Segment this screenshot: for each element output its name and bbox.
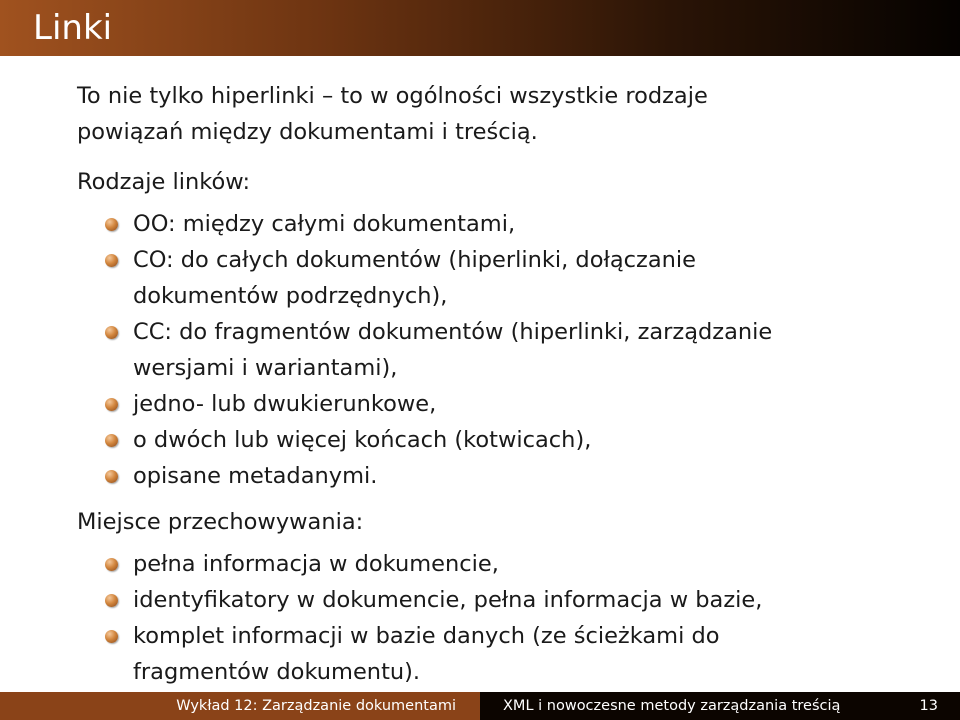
list-item-text: opisane metadanymi. [133, 463, 378, 489]
link-types-heading: Rodzaje linków: [77, 169, 251, 195]
bullet-icon [105, 326, 118, 339]
bullet-icon [105, 630, 118, 643]
footer-right-panel [480, 692, 960, 720]
list-item [77, 386, 937, 422]
list-item [77, 618, 793, 690]
footer-lecture: Wykład 12: Zarządzanie dokumentami [176, 698, 456, 714]
list-item [77, 314, 833, 386]
bullet-icon [105, 470, 118, 483]
footer-left-panel [0, 692, 480, 720]
intro-text: To nie tylko hiperlinki – to w ogólności wszystkie rodzaje powiązań między dokumentami i treścią. [77, 83, 708, 145]
list-item [77, 206, 937, 242]
footer-course: XML i nowoczesne metody zarządzania treścią [503, 698, 841, 714]
storage-list [77, 546, 937, 690]
list-item [77, 242, 773, 314]
link-types-list [77, 206, 937, 494]
list-item-text: pełna informacja w dokumencie, [133, 551, 499, 577]
slide-content [77, 78, 937, 690]
list-item-text: OO: między całymi dokumentami, [133, 211, 516, 237]
list-item-text: CC: do fragmentów dokumentów (hiperlinki, zarządzanie wersjami i wariantami), [133, 319, 773, 381]
list-item [77, 546, 937, 582]
list-item-text: komplet informacji w bazie danych (ze ścieżkami do fragmentów dokumentu). [133, 623, 720, 685]
footer [0, 692, 960, 720]
bullet-icon [105, 594, 118, 607]
slide-title: Linki [33, 8, 113, 48]
list-item-text: o dwóch lub więcej końcach (kotwicach), [133, 427, 592, 453]
list-item-text: CO: do całych dokumentów (hiperlinki, dołączanie dokumentów podrzędnych), [133, 247, 696, 309]
bullet-icon [105, 558, 118, 571]
storage-heading: Miejsce przechowywania: [77, 509, 364, 535]
list-item [77, 458, 937, 494]
list-item-text: identyfikatory w dokumencie, pełna informacja w bazie, [133, 587, 763, 613]
bullet-icon [105, 254, 118, 267]
page-number: 13 [919, 698, 938, 714]
list-item [77, 422, 937, 458]
bullet-icon [105, 218, 118, 231]
list-item [77, 582, 937, 618]
list-item-text: jedno- lub dwukierunkowe, [133, 391, 437, 417]
title-bar [0, 0, 960, 56]
bullet-icon [105, 398, 118, 411]
bullet-icon [105, 434, 118, 447]
